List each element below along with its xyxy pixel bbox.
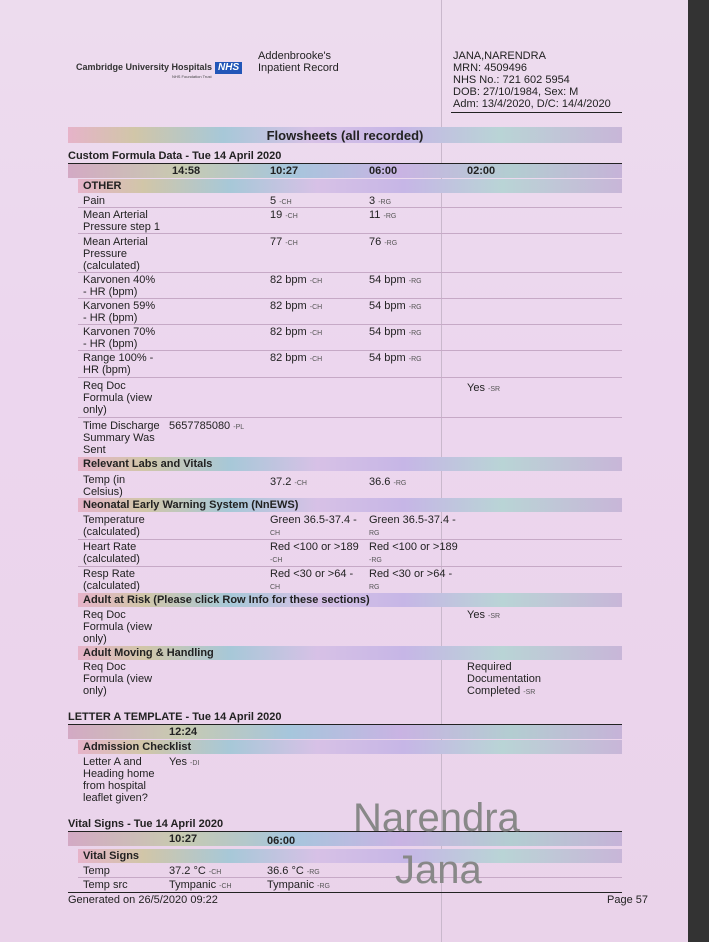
record-line2: Inpatient Record xyxy=(258,62,339,74)
row-label: Req Doc Formula (view only) xyxy=(83,609,153,645)
footer-generated: Generated on 26/5/2020 09:22 xyxy=(68,894,218,906)
vitals-time-band xyxy=(68,832,622,846)
scan-edge xyxy=(688,0,709,942)
row-label: Time Discharge Summary Was Sent xyxy=(83,420,160,456)
cell-value: 82 bpm -CH xyxy=(270,274,323,286)
cell-value: 82 bpm -CH xyxy=(270,300,323,312)
row-label: Karvonen 40% - HR (bpm) xyxy=(83,274,156,298)
section-moving: Adult Moving & Handling xyxy=(83,647,214,659)
cell-value: 76 -RG xyxy=(369,236,398,248)
hospital-logo-text: Cambridge University Hospitals xyxy=(76,62,213,72)
row-label: Letter A and Heading home from hospital leaflet given? xyxy=(83,756,155,804)
time-col-3: 06:00 xyxy=(369,165,398,177)
cell-value: Red <100 or >189 -CH xyxy=(270,541,359,564)
cell-value: Yes -SR xyxy=(467,382,501,394)
nhs-badge: NHS xyxy=(215,62,242,74)
cell-value: 5 -CH xyxy=(270,195,292,207)
row-label: Temp src xyxy=(83,879,128,891)
trust-text: NHS Foundation Trust xyxy=(172,74,212,79)
name-stamp-line1: Narendra xyxy=(353,796,520,840)
time-col-4: 02:00 xyxy=(467,165,496,177)
row-label: Range 100% - HR (bpm) xyxy=(83,352,154,376)
vitals-heading: Vital Signs - Tue 14 April 2020 xyxy=(68,818,224,830)
cell-value: Red <30 or >64 - CH xyxy=(270,568,354,591)
cell-value: Red <30 or >64 - RG xyxy=(369,568,453,591)
patient-name: JANA,NARENDRA xyxy=(453,50,546,62)
row-label: Temp xyxy=(83,865,110,877)
header-rule xyxy=(451,112,622,113)
cell-value: 19 -CH xyxy=(270,209,298,221)
row-divider xyxy=(78,272,622,273)
page-title: Flowsheets (all recorded) xyxy=(266,128,424,143)
row-divider xyxy=(78,233,622,234)
row-label: Pain xyxy=(83,195,106,207)
time-col-1: 14:58 xyxy=(172,165,201,177)
letter-time: 12:24 xyxy=(169,726,198,738)
vitals-time-2: 06:00 xyxy=(267,835,296,847)
vitals-bottom-rule xyxy=(68,892,622,893)
cell-value: Tympanic -CH xyxy=(169,879,232,891)
row-divider xyxy=(78,539,622,540)
cell-value: 82 bpm -CH xyxy=(270,326,323,338)
patient-admission: Adm: 13/4/2020, D/C: 14/4/2020 xyxy=(453,98,611,110)
time-col-2: 10:27 xyxy=(270,165,299,177)
cell-value: 36.6 °C -RG xyxy=(267,865,320,877)
cell-value: 54 bpm -RG xyxy=(369,300,422,312)
row-label: Mean Arterial Pressure step 1 xyxy=(83,209,161,233)
cell-value: Yes -DI xyxy=(169,756,200,768)
row-label: Temperature (calculated) xyxy=(83,514,145,538)
patient-nhs-no: NHS No.: 721 602 5954 xyxy=(453,74,570,86)
time-band xyxy=(68,164,622,178)
section-band-other xyxy=(78,179,622,193)
row-label: Karvonen 70% - HR (bpm) xyxy=(83,326,156,350)
cell-value: Tympanic -RG xyxy=(267,879,330,891)
section-adult-risk: Adult at Risk (Please click Row Info for these sections) xyxy=(83,594,370,606)
cell-value: Required Documentation Completed -SR xyxy=(467,661,541,697)
cell-value: 54 bpm -RG xyxy=(369,352,422,364)
row-divider xyxy=(78,877,622,878)
row-divider xyxy=(78,324,622,325)
letter-heading: LETTER A TEMPLATE - Tue 14 April 2020 xyxy=(68,711,282,723)
row-divider xyxy=(78,377,622,378)
cell-value: Red <100 or >189 -RG xyxy=(369,541,458,564)
section-nnews: Neonatal Early Warning System (NnEWS) xyxy=(83,499,299,511)
cell-value: Green 36.5-37.4 - RG xyxy=(369,514,456,537)
cell-value: 37.2 °C -CH xyxy=(169,865,222,877)
footer-page: Page 57 xyxy=(607,894,648,906)
section-admission: Admission Checklist xyxy=(83,741,192,753)
cell-value: 82 bpm -CH xyxy=(270,352,323,364)
row-divider xyxy=(78,298,622,299)
patient-mrn: MRN: 4509496 xyxy=(453,62,527,74)
cell-value: 77 -CH xyxy=(270,236,298,248)
cell-value: 3 -RG xyxy=(369,195,392,207)
cell-value: 11 -RG xyxy=(369,209,397,221)
section-band-vitals xyxy=(78,849,622,863)
cell-value: 54 bpm -RG xyxy=(369,274,422,286)
cell-value: Yes -SR xyxy=(467,609,501,621)
patient-dob: DOB: 27/10/1984, Sex: M xyxy=(453,86,579,98)
letter-time-band xyxy=(68,725,622,739)
cell-value: 5657785080 -PL xyxy=(169,420,245,432)
section-vitals: Vital Signs xyxy=(83,850,140,862)
vitals-time-1: 10:27 xyxy=(169,833,198,845)
section-labs: Relevant Labs and Vitals xyxy=(83,458,213,470)
section-other: OTHER xyxy=(83,180,122,192)
row-divider xyxy=(78,207,622,208)
hospital-logo xyxy=(76,62,242,74)
row-label: Karvonen 59% - HR (bpm) xyxy=(83,300,156,324)
custom-heading: Custom Formula Data - Tue 14 April 2020 xyxy=(68,150,282,162)
row-divider xyxy=(78,566,622,567)
row-label: Resp Rate (calculated) xyxy=(83,568,140,592)
row-label: Req Doc Formula (view only) xyxy=(83,380,153,416)
cell-value: 54 bpm -RG xyxy=(369,326,422,338)
row-label: Mean Arterial Pressure (calculated) xyxy=(83,236,148,272)
record-line1: Addenbrooke's xyxy=(258,50,332,62)
cell-value: Green 36.5-37.4 - CH xyxy=(270,514,357,537)
row-divider xyxy=(78,417,622,418)
row-divider xyxy=(78,350,622,351)
row-label: Req Doc Formula (view only) xyxy=(83,661,153,697)
name-stamp-line2: Jana xyxy=(395,848,482,892)
cell-value: 37.2 -CH xyxy=(270,476,307,488)
row-label: Temp (in Celsius) xyxy=(83,474,126,498)
cell-value: 36.6 -RG xyxy=(369,476,407,488)
row-label: Heart Rate (calculated) xyxy=(83,541,140,565)
